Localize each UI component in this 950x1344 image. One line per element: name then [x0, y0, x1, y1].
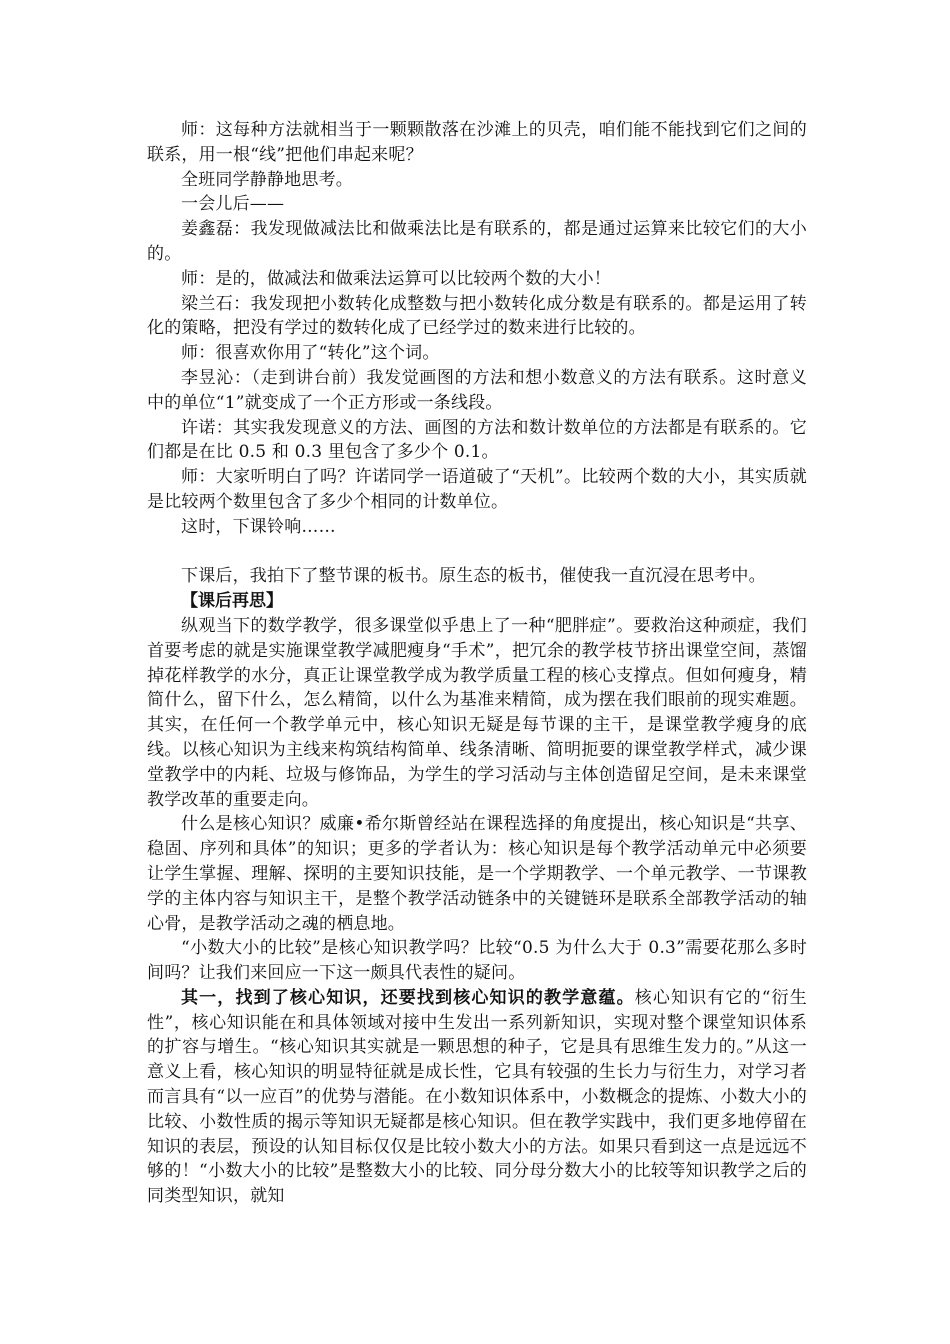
point-one-body: 核心知识有它的“衍生性”，核心知识能在和具体领域对接中生发出一系列新知识，实现对整个课堂知识体系的扩容与增生。“核心知识其实就是一颗思想的种子，它是具有思维生发力的。”从这一意义上看，核心知识的明显特征就是成长性，它具有较强的生长力与衍生力，对学习者而言具有“以一应百”的优势与潜能。在小数知识体系中，小数概念的提炼、小数大小的比较、小数性质的揭示等知识无疑都是核心知识。但在教学实践中，我们更多地停留在知识的表层，预设的认知目标仅仅是比较小数大小的方法。如果只看到这一点是远远不够的！“小数大小的比较”是整数大小的比较、同分母分数大小的比较等知识教学之后的同类型知识，就知: [147, 987, 807, 1207]
point-one-lead: 其一，找到了核心知识，还要找到核心知识的教学意蕴。: [181, 987, 635, 1008]
dialogue-paragraph: 师：很喜欢你用了“转化”这个词。: [181, 343, 440, 364]
dialogue-paragraph: 姜鑫磊：我发现做减法比和做乘法比是有联系的，都是通过运算来比较它们的大小的。: [147, 219, 807, 264]
reflection-paragraph: “小数大小的比较”是核心知识教学吗？比较“0.5 为什么大于 0.3”需要花那么多时间吗？让我们来回应一下这一颇具代表性的疑问。: [147, 938, 807, 984]
dialogue-paragraph: 许诺：其实我发现意义的方法、画图的方法和数计数单位的方法都是有联系的。它们都是在比 0.5 和 0.3 里包含了多少个 0.1。: [147, 417, 807, 463]
after-class-paragraph: 下课后，我拍下了整节课的板书。原生态的板书，催使我一直沉浸在思考中。: [181, 566, 766, 587]
dialogue-paragraph: 师：这每种方法就相当于一颗颗散落在沙滩上的贝壳，咱们能不能找到它们之间的联系，用一根“线”把他们串起来呢？: [147, 120, 807, 165]
dialogue-paragraph: 师：是的，做减法和做乘法运算可以比较两个数的大小！: [181, 268, 611, 289]
point-one-paragraph: [147, 986, 807, 1209]
dialogue-paragraph: 这时，下课铃响……: [181, 516, 336, 537]
dialogue-paragraph: 梁兰石：我发现把小数转化成整数与把小数转化成分数是有联系的。都是运用了转化的策略，把没有学过的数转化成了已经学过的数来进行比较的。: [147, 293, 807, 339]
dialogue-paragraph: 师：大家听明白了吗？许诺同学一语道破了“天机”。比较两个数的大小，其实质就是比较两个数里包含了多少个相同的计数单位。: [147, 467, 807, 512]
reflection-paragraph: 纵观当下的数学教学，很多课堂似乎患上了一种“肥胖症”。要救治这种顽症，我们首要考虑的就是实施课堂教学减肥瘦身“手术”，把冗余的教学枝节挤出课堂空间，蒸馏掉花样教学的水分，真正让课堂教学成为教学质量工程的核心支撑点。但如何瘦身，精简什么，留下什么，怎么精简，以什么为基准来精简，成为摆在我们眼前的现实难题。其实，在任何一个教学单元中，核心知识无疑是每节课的主干，是课堂教学瘦身的底线。以核心知识为主线来构筑结构简单、线条清晰、简明扼要的课堂教学样式，减少课堂教学中的内耗、垃圾与修饰品，为学生的学习活动与主体创造留足空间，是未来课堂教学改革的重要走向。: [147, 615, 807, 810]
reflection-paragraph: 什么是核心知识？威廉•希尔斯曾经站在课程选择的角度提出，核心知识是“共享、稳固、序列和具体”的知识；更多的学者认为：核心知识是每个教学活动单元中必须要让学生掌握、理解、探明的主要知识技能，是一个学期教学、一个单元教学、一节课教学的主体内容与知识主干，是整个教学活动链条中的关键链环是联系全部教学活动的轴心骨，是教学活动之魂的栖息地。: [147, 814, 807, 934]
section-heading: 【课后再思】: [181, 591, 283, 612]
dialogue-paragraph: 一会儿后——: [181, 194, 285, 215]
document-page: [147, 118, 807, 1209]
dialogue-paragraph: 全班同学静静地思考。: [181, 169, 353, 190]
dialogue-paragraph: 李昱沁：（走到讲台前）我发觉画图的方法和想小数意义的方法有联系。这时意义中的单位“1”就变成了一个正方形或一条线段。: [147, 367, 807, 413]
blank-line: [147, 540, 807, 565]
